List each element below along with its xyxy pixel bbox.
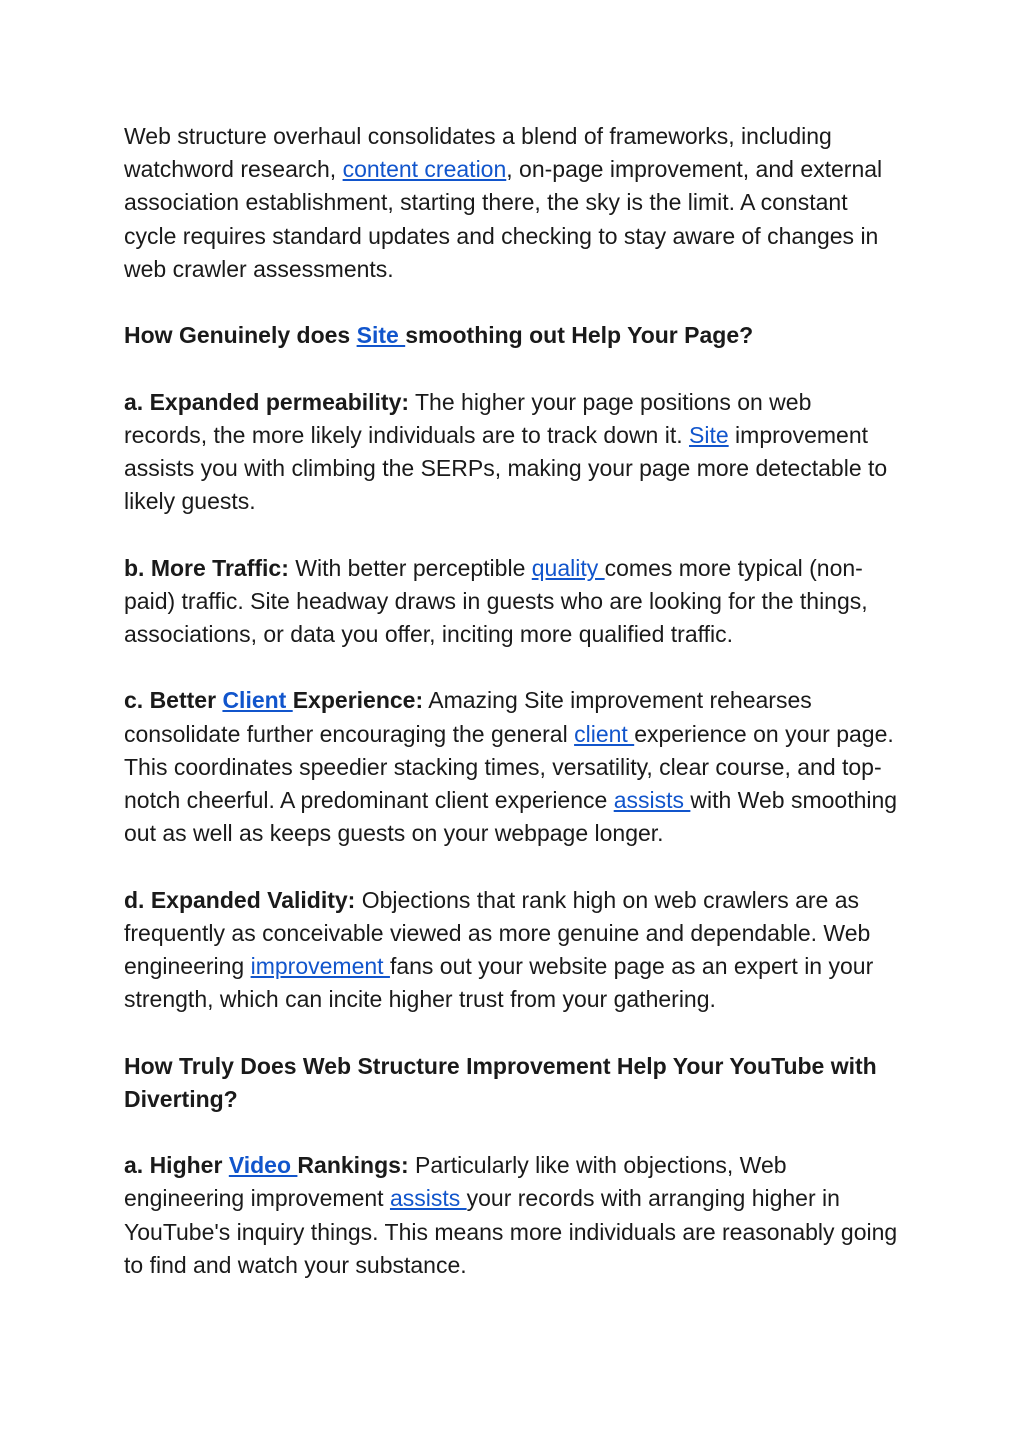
- item-b-label: b. More Traffic:: [124, 554, 289, 581]
- intro-paragraph: [124, 120, 900, 286]
- heading-text-2: smoothing out Help Your Page?: [405, 322, 754, 349]
- item-a2-label-post: Rankings:: [297, 1152, 409, 1179]
- item-a-label: a. Expanded permeability:: [124, 388, 410, 415]
- item-d-validity: [124, 884, 900, 1017]
- item-a-video-rankings: [124, 1149, 900, 1282]
- item-c-client-link[interactable]: client: [574, 720, 635, 747]
- item-d-label: d. Expanded Validity:: [124, 886, 356, 913]
- heading-text-1: How Genuinely does: [124, 322, 357, 349]
- item-c-text-1: Amazing Site improvement rehearses consolidate further encouraging the general: [124, 687, 812, 747]
- item-a2-assists-link[interactable]: assists: [389, 1185, 467, 1212]
- heading-site-link[interactable]: Site: [356, 322, 406, 349]
- content-creation-link[interactable]: content creation: [342, 156, 507, 183]
- item-c-text-2: experience on your page. This coordinates speedier stacking times, versatility, clear course, and top-notch cheerful. A predominant client experience: [124, 720, 894, 813]
- item-a-text-1: The higher your page positions on web records, the more likely individuals are to track down it.: [124, 388, 812, 448]
- item-a-site-link[interactable]: Site: [689, 421, 729, 448]
- item-c-label-pre: c. Better: [124, 687, 223, 714]
- item-d-text-1: Objections that rank high on web crawlers are as frequently as conceivable viewed as more genuine and dependable. Web engineering: [124, 886, 871, 979]
- item-c-label-post: Experience:: [292, 687, 424, 714]
- item-a2-video-label-link[interactable]: Video: [228, 1152, 298, 1179]
- item-c-client-label-link[interactable]: Client: [222, 687, 293, 714]
- item-a2-text-2: your records with arranging higher in YouTube's inquiry things. This means more individuals are reasonably going to find and watch your substance.: [124, 1185, 898, 1278]
- item-b-traffic: [124, 552, 900, 652]
- item-d-text-2: fans out your website page as an expert in your strength, which can incite higher trust from your gathering.: [124, 953, 874, 1013]
- item-c-text-3: with Web smoothing out as well as keeps guests on your webpage longer.: [124, 787, 898, 847]
- section-heading-site: [124, 319, 900, 352]
- item-d-improvement-link[interactable]: improvement: [250, 953, 390, 979]
- item-c-experience: [124, 684, 900, 850]
- intro-text-1: Web structure overhaul consolidates a blend of frameworks, including watchword research,: [124, 123, 832, 183]
- item-a-text-2: improvement assists you with climbing the SERPs, making your page more detectable to likely guests.: [124, 421, 888, 515]
- item-a-permeability: [124, 386, 900, 519]
- section-heading-youtube: How Truly Does Web Structure Improvement Help Your YouTube with Diverting?: [124, 1052, 877, 1112]
- item-a2-label-pre: a. Higher: [124, 1152, 229, 1179]
- item-a2-text-1: Particularly like with objections, Web engineering improvement: [124, 1152, 787, 1212]
- item-c-assists-link[interactable]: assists: [613, 787, 691, 813]
- item-b-quality-link[interactable]: quality: [531, 554, 605, 581]
- intro-text-2: , on-page improvement, and external association establishment, starting there, the sky is the limit. A constant cycle requires standard updates and checking to stay aware of changes in web crawler assessments.: [124, 156, 883, 282]
- item-b-text-2: comes more typical (non-paid) traffic. Site headway draws in guests who are looking for the things, associations, or data you offer, inciting more qualified traffic.: [124, 554, 868, 647]
- item-b-text-1: With better perceptible: [288, 554, 532, 581]
